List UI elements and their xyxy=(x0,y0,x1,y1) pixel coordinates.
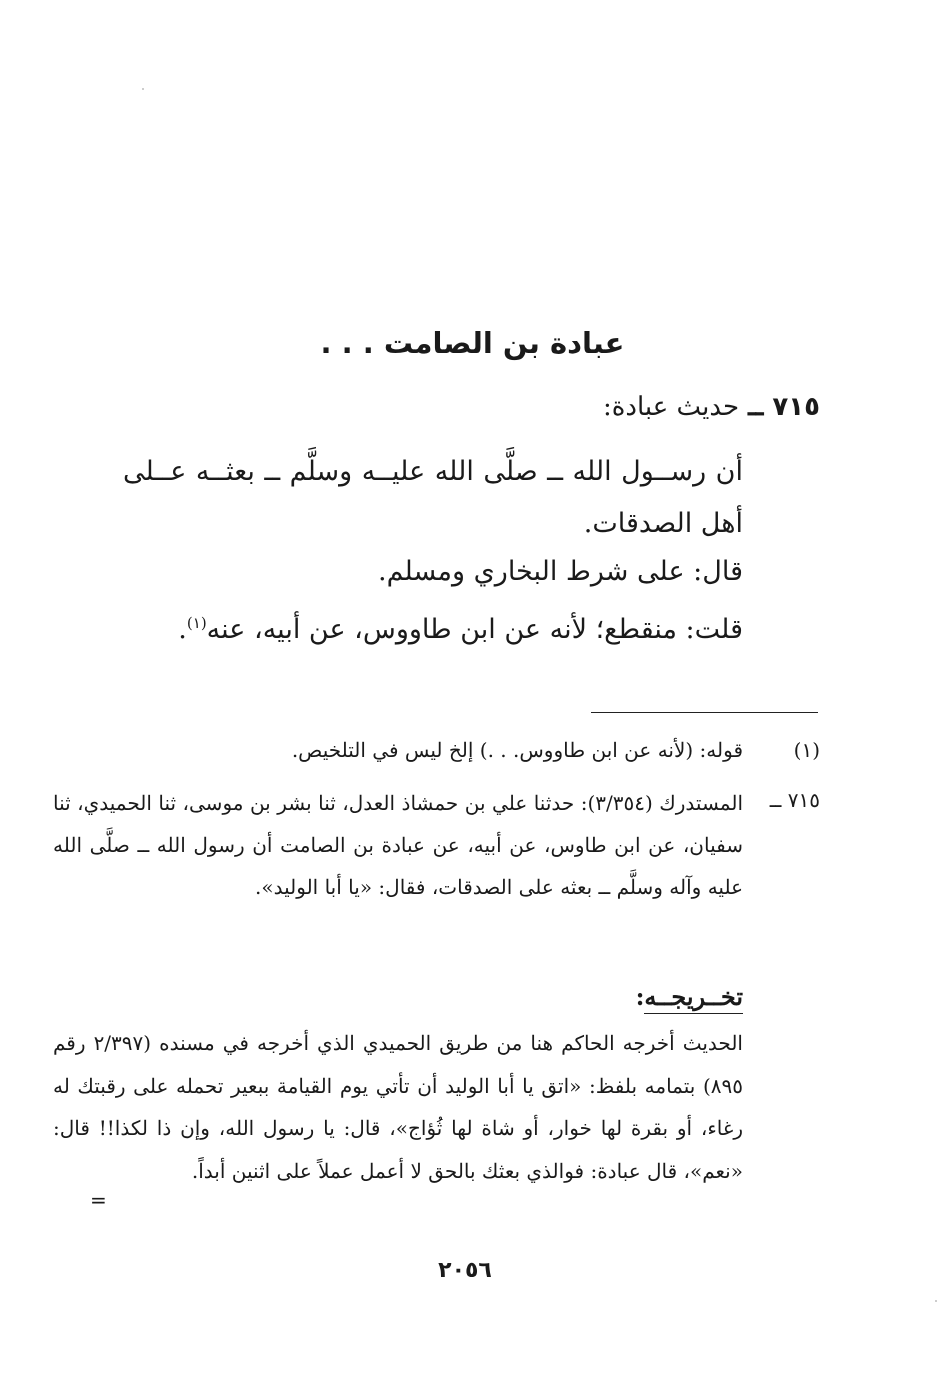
takhrij-title: تخــريجــه xyxy=(644,982,743,1014)
footnote-marker: (١) xyxy=(793,738,820,762)
hadith-comment-end: . xyxy=(178,614,187,645)
footnote-reference: (١) xyxy=(186,614,207,632)
hadith-title-label: حديث عبادة: xyxy=(603,392,740,422)
section-heading: عبادة بن الصامت . . . xyxy=(320,326,625,360)
hadith-dash: ــ xyxy=(739,392,773,422)
source-text: المستدرك (٣/٣٥٤): حدثنا علي بن حمشاذ العدل، ثنا بشر بن موسى، ثنا الحميدي، ثنا سفيان، عن ابن طاوس، عن أبيه، عن عبادة بن الصامت أن رسول الله ــ صلَّى الله عليه وآله وسلَّم ــ بعثه على الصدقات، فقال: «يا أبا الوليد». xyxy=(53,791,743,899)
scan-speck xyxy=(142,88,144,90)
hadith-title xyxy=(120,392,820,422)
footnote-text: قوله: (لأنه عن ابن طاووس. . .) إلخ ليس في التلخيص. xyxy=(291,738,743,762)
takhrij-heading xyxy=(443,982,743,1011)
hadith-statement: قال: على شرط البخاري ومسلم. xyxy=(377,556,743,587)
scan-speck xyxy=(935,1300,937,1302)
hadith-text: أن رســول الله ــ صلَّى الله عليــه وسلَّم ــ بعثــه عــلى أهل الصدقات. xyxy=(123,456,743,539)
source-number: ٧١٥ ــ xyxy=(769,788,820,812)
hadith-comment-text: قلت: منقطع؛ لأنه عن ابن طاووس، عن أبيه، عنه xyxy=(206,614,743,645)
hadith-comment xyxy=(123,614,743,645)
takhrij-colon: : xyxy=(635,982,645,1011)
footnote-separator xyxy=(591,712,818,713)
continuation-mark: = xyxy=(90,1188,107,1212)
hadith-number: ٧١٥ xyxy=(772,392,820,422)
takhrij-body: الحديث أخرجه الحاكم هنا من طريق الحميدي الذي أخرجه في مسنده (٢/٣٩٧ رقم ٨٩٥) بتمامه بلفظ: «اتق يا أبا الوليد أن تأتي يوم القيامة ببعير تحمله على رقبتك له رغاء، أو بقرة لها خوار، أو شاة لها ثُؤاج»، قال: يا رسول الله، وإن ذا لكذا!! قال: «نعم»، قال عبادة: فوالذي بعثك بالحق لا أعمل عملاً على اثنين أبداً. xyxy=(53,1031,743,1183)
page-number: ٢٠٥٦ xyxy=(438,1258,492,1283)
